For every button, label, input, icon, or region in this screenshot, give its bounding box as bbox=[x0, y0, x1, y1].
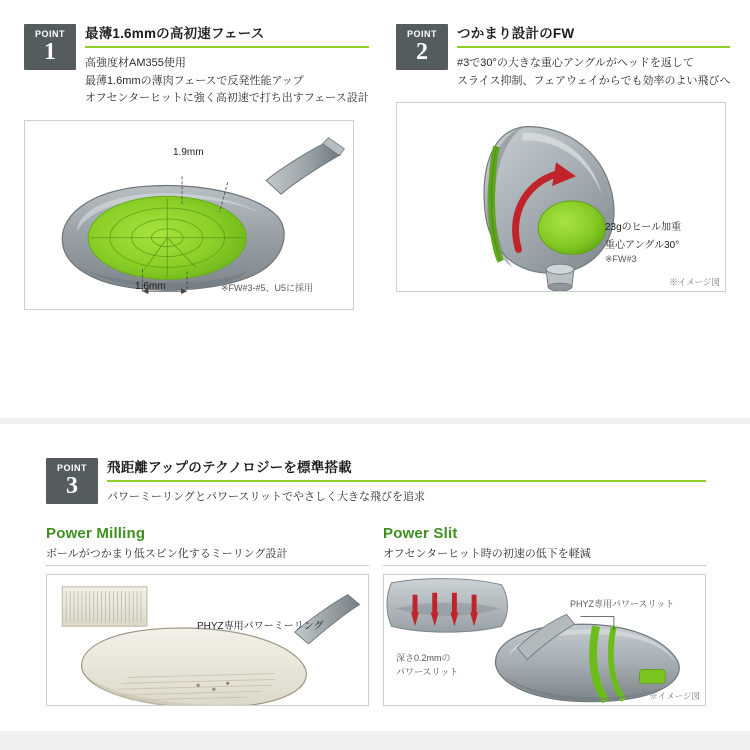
point-1-badge bbox=[24, 24, 76, 70]
point-2-panel bbox=[396, 24, 731, 292]
point-1-panel bbox=[24, 24, 369, 310]
point-1-header bbox=[24, 24, 369, 108]
power-slit-label-depth-2: パワースリット bbox=[396, 666, 459, 677]
power-milling-block bbox=[46, 525, 369, 706]
point-3-line-1: パワーミーリングとパワースリットでやさしく大きな飛びを追求 bbox=[107, 491, 426, 503]
point-3-subsections bbox=[46, 525, 706, 706]
point-2-description bbox=[457, 55, 730, 90]
point-1-label-applies-to: ※FW#3-#5、U5に採用 bbox=[221, 282, 314, 293]
power-milling-desc: ボールがつかまり低スピン化するミーリング設計 bbox=[46, 545, 369, 566]
point-2-badge bbox=[396, 24, 448, 70]
point-1-badge-word: POINT bbox=[34, 29, 65, 39]
point-3-description bbox=[107, 489, 706, 507]
power-slit-figure bbox=[383, 574, 706, 706]
point-2-texts bbox=[457, 24, 730, 90]
point-1-label-1-9mm: 1.9mm bbox=[173, 146, 204, 158]
point-1-line-1: 高強度材AM355使用 bbox=[85, 57, 186, 69]
power-slit-figure-note: ※イメージ図 bbox=[649, 690, 700, 701]
point-2-line-2: スライス抑制、フェアウェイからでも効率のよい飛びへ bbox=[457, 74, 731, 87]
milling-face-illustration bbox=[47, 575, 368, 705]
point-2-label-cg-angle: 重心アングル30° bbox=[605, 240, 680, 251]
point-2-badge-word: POINT bbox=[406, 29, 437, 39]
slit-head-illustration bbox=[384, 575, 705, 705]
point-1-texts bbox=[85, 24, 369, 108]
power-milling-title: Power Milling bbox=[46, 524, 146, 542]
point-1-figure bbox=[24, 120, 354, 310]
power-slit-desc: オフセンターヒット時の初速の低下を軽減 bbox=[383, 545, 706, 566]
point-1-label-1-6mm: 1.6mm bbox=[135, 280, 166, 292]
power-milling-label: PHYZ専用パワーミーリング bbox=[197, 620, 324, 632]
point-3-texts bbox=[107, 458, 706, 507]
point-1-badge-number: 1 bbox=[44, 39, 56, 65]
point-2-title: つかまり設計のFW bbox=[457, 25, 730, 48]
power-slit-block bbox=[383, 525, 706, 706]
power-slit-title: Power Slit bbox=[383, 524, 458, 542]
point-3-panel bbox=[46, 458, 706, 706]
point-2-line-1: #3で30°の大きな重心アングルがヘッドを返して bbox=[457, 57, 694, 69]
point-1-line-3: オフセンターヒットに強く高初速で打ち出すフェース設計 bbox=[85, 92, 369, 104]
point-3-title: 飛距離アップのテクノロジーを標準搭載 bbox=[107, 459, 706, 482]
point-1-title: 最薄1.6mmの高初速フェース bbox=[85, 25, 369, 48]
point-2-header bbox=[396, 24, 731, 90]
power-milling-figure bbox=[46, 574, 369, 706]
point-3-badge bbox=[46, 458, 98, 504]
point-2-figure-note: ※イメージ図 bbox=[669, 277, 720, 287]
point-3-badge-number: 3 bbox=[66, 473, 78, 499]
point-2-figure bbox=[396, 102, 726, 292]
point-1-line-2: 最薄1.6mmの薄肉フェースで反発性能アップ bbox=[85, 74, 304, 87]
point-2-badge-number: 2 bbox=[416, 39, 428, 65]
section-divider-band bbox=[0, 418, 750, 424]
footer-band bbox=[0, 731, 750, 750]
power-slit-label-depth-1: 深さ0.2mmの bbox=[396, 652, 451, 663]
point-3-header bbox=[46, 458, 706, 507]
power-slit-label-main: PHYZ専用パワースリット bbox=[570, 598, 675, 609]
point-2-label-model: ※FW#3 bbox=[605, 254, 637, 264]
point-3-badge-word: POINT bbox=[56, 463, 87, 473]
point-1-description bbox=[85, 55, 369, 108]
fairway-wood-face-on-illustration bbox=[397, 103, 725, 291]
point-2-label-heel-weight: 23gのヒール加重 bbox=[605, 222, 682, 233]
